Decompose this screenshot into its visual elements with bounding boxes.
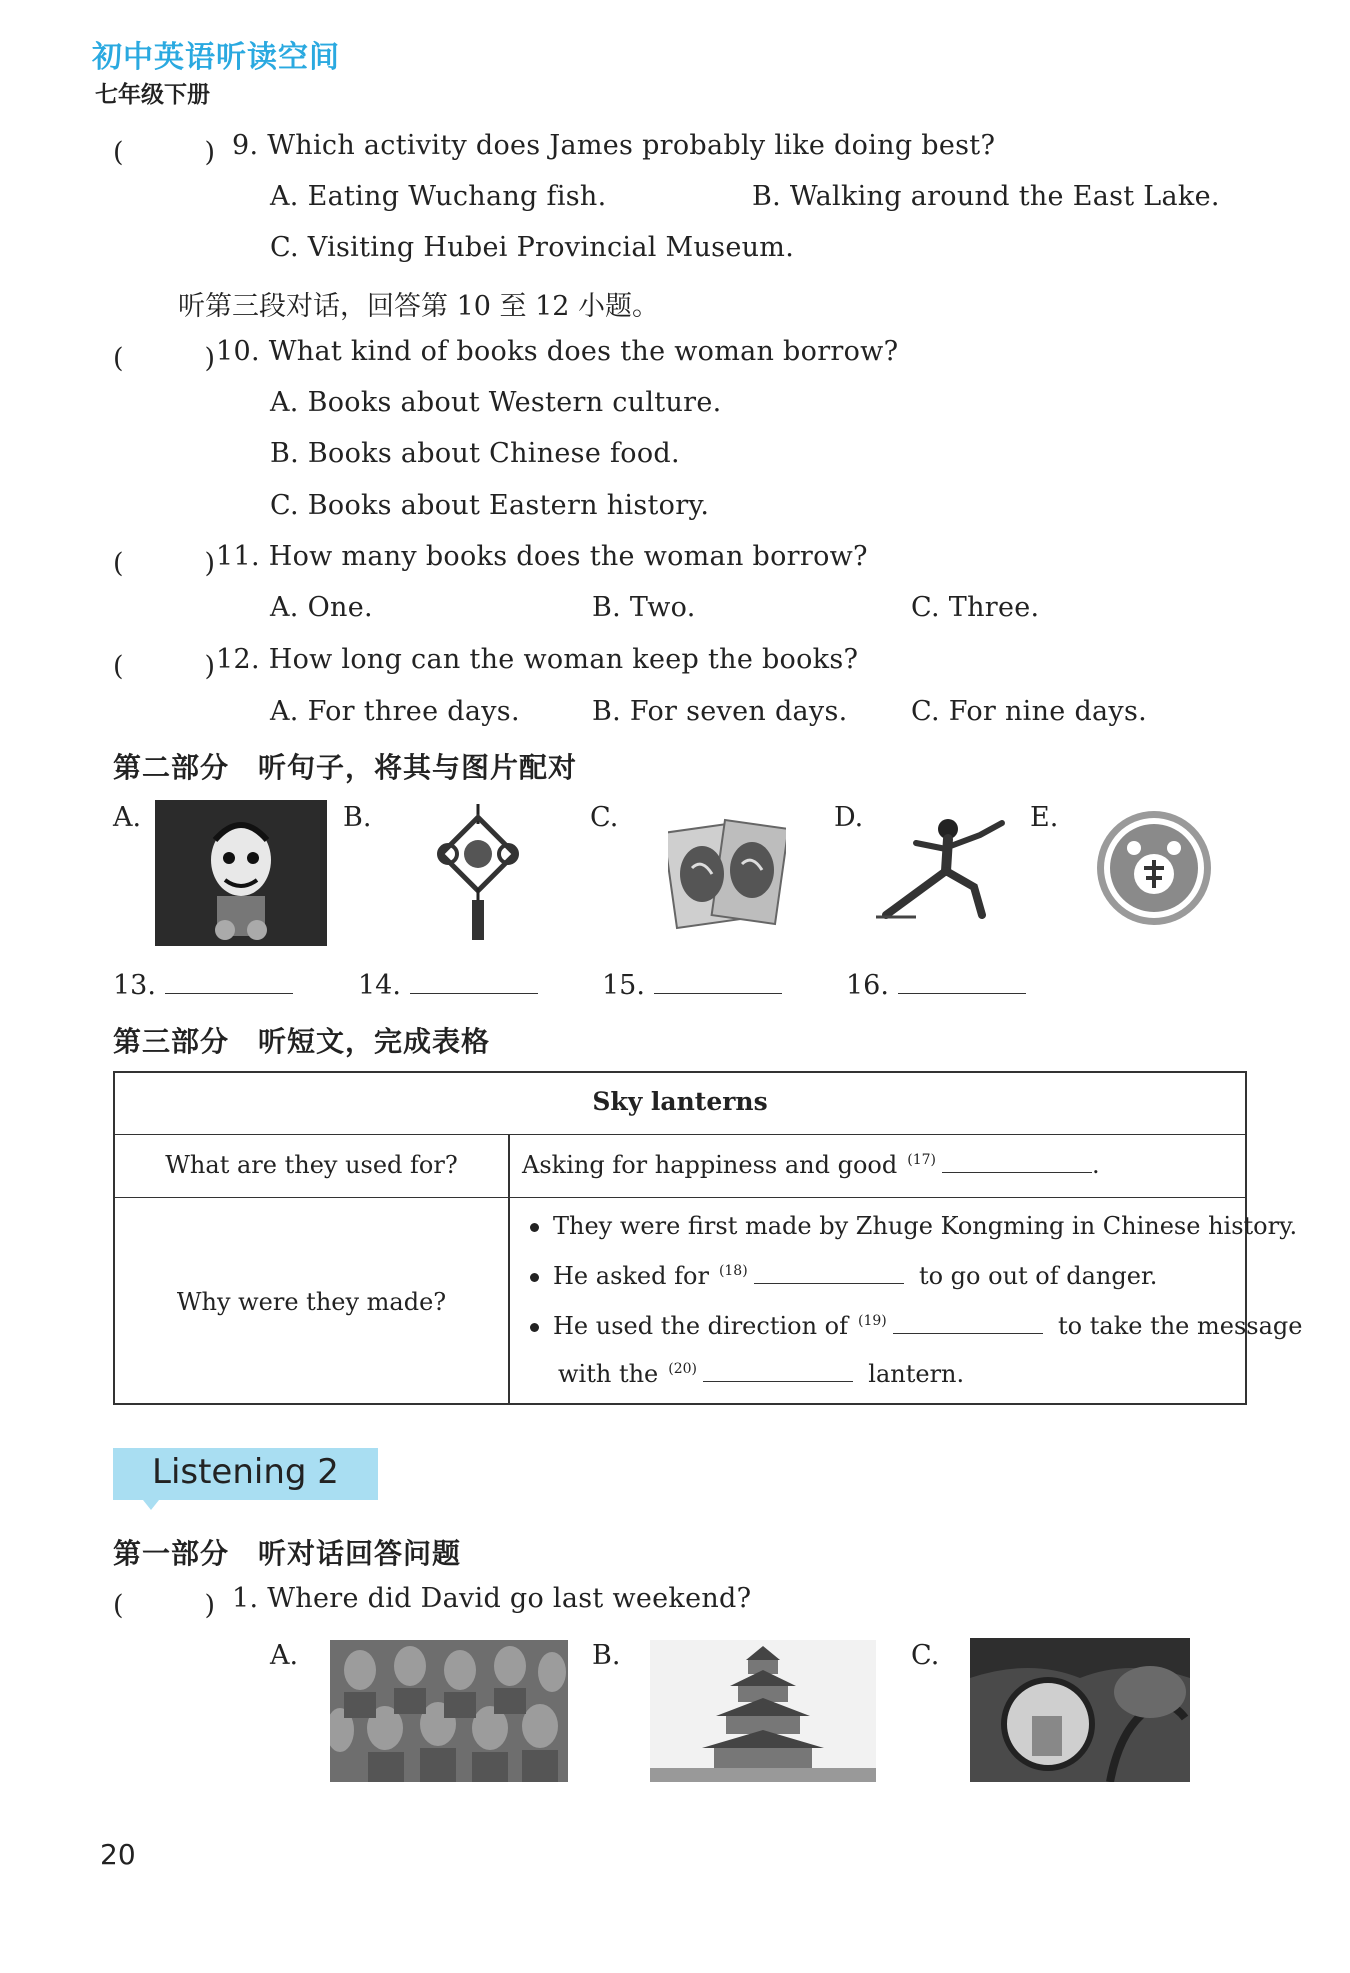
question-11-option-b: B. Two. (592, 592, 696, 623)
bullet-dot (530, 1223, 539, 1232)
question-12-stem: 12. How long can the woman keep the books? (216, 644, 859, 675)
banner-tail (143, 1500, 159, 1510)
part3-title: 第三部分 听短文，完成表格 (113, 1025, 491, 1058)
moon-gate-garden-picture (970, 1638, 1190, 1782)
option-label-c: C. (911, 1640, 940, 1671)
blank-20-number: (20) (668, 1361, 698, 1377)
bullet-3-pre: He used the direction of (553, 1312, 849, 1340)
answer-paren-10[interactable]: ( ) (113, 343, 216, 374)
blank-20-line[interactable] (703, 1362, 853, 1382)
picture-label-e: E. (1030, 802, 1059, 833)
peking-opera-picture (155, 800, 327, 946)
picture-label-c: C. (590, 802, 619, 833)
blank-19-line[interactable] (893, 1314, 1043, 1334)
blank-13-number: 13. (113, 970, 156, 1001)
question-9-option-c: C. Visiting Hubei Provincial Museum. (270, 232, 795, 263)
yellow-crane-tower-picture (650, 1640, 876, 1782)
question-10-option-c: C. Books about Eastern history. (270, 490, 710, 521)
blank-17-number: (17) (907, 1152, 936, 1168)
blank-19-number: (19) (858, 1313, 887, 1329)
table-title: Sky lanterns (592, 1087, 768, 1116)
question-11-option-a: A. One. (270, 592, 373, 623)
blank-13[interactable] (113, 970, 293, 1001)
listening2-part1-title: 第一部分 听对话回答问题 (113, 1537, 462, 1570)
question-10-option-a: A. Books about Western culture. (270, 387, 722, 418)
answer-paren-9[interactable]: ( ) (113, 137, 216, 168)
listening-2-title: Listening 2 (152, 1452, 339, 1492)
blank-14[interactable] (358, 970, 538, 1001)
answer-paren-11[interactable]: ( ) (113, 548, 216, 579)
blank-15[interactable] (602, 970, 782, 1001)
tai-chi-picture (876, 815, 1012, 921)
blank-16-line[interactable] (898, 970, 1026, 994)
question-9-option-a: A. Eating Wuchang fish. (270, 181, 607, 212)
row-used-for-answer: Asking for happiness and good $^{(17)}$ . (522, 1151, 1100, 1179)
question-12-option-c: C. For nine days. (911, 696, 1148, 727)
page-number: 20 (100, 1838, 136, 1871)
blank-15-number: 15. (602, 970, 645, 1001)
question-11-stem: 11. How many books does the woman borrow? (216, 541, 868, 572)
question-12-option-a: A. For three days. (270, 696, 520, 727)
blank-18-line[interactable] (754, 1264, 904, 1284)
blank-14-line[interactable] (410, 970, 538, 994)
bullet-2-pre: He asked for (553, 1262, 709, 1290)
question-10-stem: 10. What kind of books does the woman borrow? (216, 336, 899, 367)
question-10-option-b: B. Books about Chinese food. (270, 438, 680, 469)
answer-paren-12[interactable]: ( ) (113, 651, 216, 682)
row-used-for-question: What are they used for? (165, 1151, 458, 1179)
blank-14-number: 14. (358, 970, 401, 1001)
bullet-4-post: lantern. (868, 1360, 965, 1388)
terracotta-warriors-picture (330, 1640, 568, 1782)
chinese-knot-picture (430, 804, 526, 944)
table-header-row (115, 1073, 1245, 1135)
instruction-dialog-3: 听第三段对话，回答第 10 至 12 小题。 (178, 291, 660, 322)
blank-16-number: 16. (846, 970, 889, 1001)
question-11-option-c: C. Three. (911, 592, 1040, 623)
question-9-stem: 9. Which activity does James probably like doing best? (232, 130, 996, 161)
picture-label-b: B. (343, 802, 372, 833)
bullet-3-post: to take the message (1058, 1312, 1303, 1340)
blank-13-line[interactable] (165, 970, 293, 994)
book-title: 初中英语听读空间 (92, 40, 340, 75)
bullet-4-pre: with the (558, 1360, 659, 1388)
blank-18-number: (18) (718, 1263, 748, 1279)
question-12-option-b: B. For seven days. (592, 696, 848, 727)
bullet-3 (530, 1312, 1302, 1340)
bullet-dot (530, 1323, 539, 1332)
bullet-1-text: They were first made by Zhuge Kongming in Chinese history. (553, 1212, 1298, 1240)
book-subtitle: 七年级下册 (95, 82, 210, 108)
red-envelopes-picture (668, 818, 786, 930)
picture-label-d: D. (834, 802, 864, 833)
answer-text-17: Asking for happiness and good (522, 1151, 898, 1179)
row-why-made-question: Why were they made? (176, 1288, 447, 1316)
option-label-a: A. (270, 1640, 299, 1671)
paper-cutting-picture (1094, 808, 1214, 928)
bullet-dot (530, 1273, 539, 1282)
bullet-3-continued (558, 1360, 964, 1388)
blank-17-line[interactable] (942, 1153, 1092, 1173)
question-9-option-b: B. Walking around the East Lake. (752, 181, 1220, 212)
blank-15-line[interactable] (654, 970, 782, 994)
answer-paren-1[interactable]: ( ) (113, 1590, 216, 1621)
table-row-used-for (115, 1135, 1245, 1198)
picture-label-a: A. (113, 802, 142, 833)
part2-title: 第二部分 听句子，将其与图片配对 (113, 751, 578, 784)
sky-lanterns-table (113, 1071, 1303, 1405)
bullet-2 (530, 1262, 1157, 1290)
table-row-why-made (115, 1198, 1303, 1403)
table-column-divider (508, 1135, 510, 1405)
question-1-stem: 1. Where did David go last weekend? (232, 1583, 752, 1614)
option-label-b: B. (592, 1640, 621, 1671)
blank-16[interactable] (846, 970, 1026, 1001)
bullet-2-post: to go out of danger. (918, 1262, 1158, 1290)
bullet-1 (530, 1212, 1297, 1240)
